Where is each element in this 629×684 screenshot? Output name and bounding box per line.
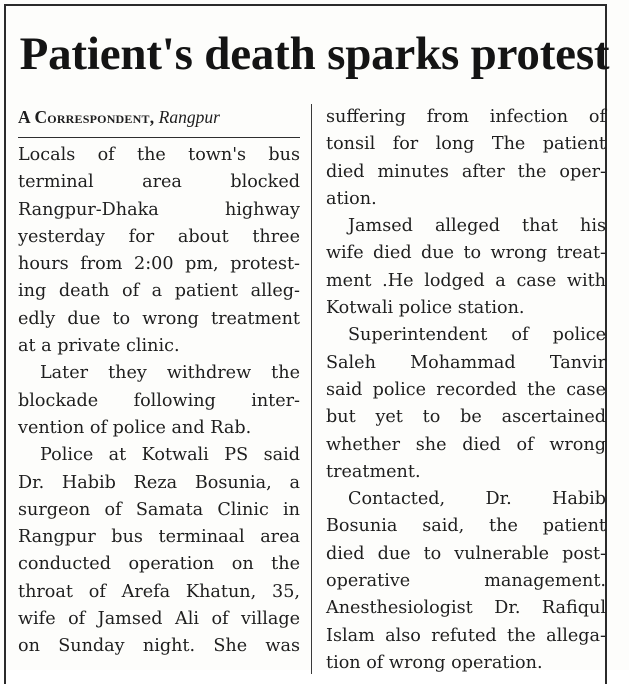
- text-line: on Sunday night. She was: [18, 636, 300, 657]
- byline-place: Rangpur: [158, 107, 220, 127]
- text-line: Dr. Habib Reza Bosunia, a: [18, 472, 300, 493]
- text-line: Later they withdrew the: [40, 363, 300, 384]
- text-line: Police at Kotwali PS said: [40, 445, 300, 466]
- text-line: at a private clinic.: [18, 336, 180, 357]
- text-line: vention of police and Rab.: [18, 417, 252, 438]
- text-line: Islam also refuted the allega-: [326, 625, 606, 646]
- byline-author: A Correspondent,: [18, 107, 155, 127]
- text-line: tion of wrong operation.: [326, 652, 543, 673]
- text-line: wife of Jamsed Ali of village: [18, 609, 300, 630]
- text-line: ation.: [326, 188, 377, 209]
- right-column-text: [326, 104, 606, 677]
- article-column-left: [18, 104, 300, 661]
- left-column-text: [18, 142, 300, 661]
- text-line: Kotwali police station.: [326, 298, 525, 319]
- text-line: ment .He lodged a case with: [326, 270, 606, 291]
- text-line: hours from 2:00 pm, protest-: [18, 254, 300, 275]
- text-line: died due to vulnerable post-: [326, 543, 606, 564]
- text-line: conducted operation on the: [18, 554, 300, 575]
- text-line: yesterday for about three: [18, 226, 300, 247]
- text-line: died minutes after the oper-: [326, 161, 606, 182]
- text-line: Jamsed alleged that his: [348, 216, 606, 237]
- text-line: blockade following inter-: [18, 390, 300, 411]
- text-line: suffering from infection of: [326, 107, 606, 127]
- text-line: Saleh Mohammad Tanvir: [326, 352, 606, 373]
- article-column-right: [326, 104, 606, 677]
- text-line: Anesthesiologist Dr. Rafiqul: [326, 598, 606, 619]
- text-line: tonsil for long The patient: [326, 134, 606, 155]
- text-line: treatment.: [326, 461, 421, 482]
- text-line: Bosunia said, the patient: [326, 516, 606, 537]
- article-headline: Patient's death sparks protest: [19, 28, 610, 80]
- text-line: edly due to wrong treatment: [18, 308, 300, 329]
- text-line: whether she died of wrong: [326, 434, 606, 455]
- text-line: throat of Arefa Khatun, 35,: [18, 581, 300, 602]
- column-divider: [311, 104, 312, 674]
- text-line: Locals of the town's bus: [18, 145, 300, 165]
- text-line: but yet to be ascertained: [326, 407, 606, 428]
- text-line: operative management.: [326, 571, 606, 592]
- text-line: Superintendent of police: [348, 325, 606, 346]
- byline: [18, 104, 300, 138]
- text-line: surgeon of Samata Clinic in: [18, 499, 300, 520]
- text-line: said police recorded the case: [326, 379, 606, 400]
- text-line: Rangpur-Dhaka highway: [18, 199, 300, 220]
- text-line: ing death of a patient alleg-: [18, 281, 300, 302]
- text-line: Contacted, Dr. Habib: [348, 489, 606, 510]
- text-line: terminal area blocked: [18, 172, 300, 193]
- text-line: Rangpur bus terminaal area: [18, 527, 300, 548]
- text-line: wife died due to wrong treat-: [326, 243, 606, 264]
